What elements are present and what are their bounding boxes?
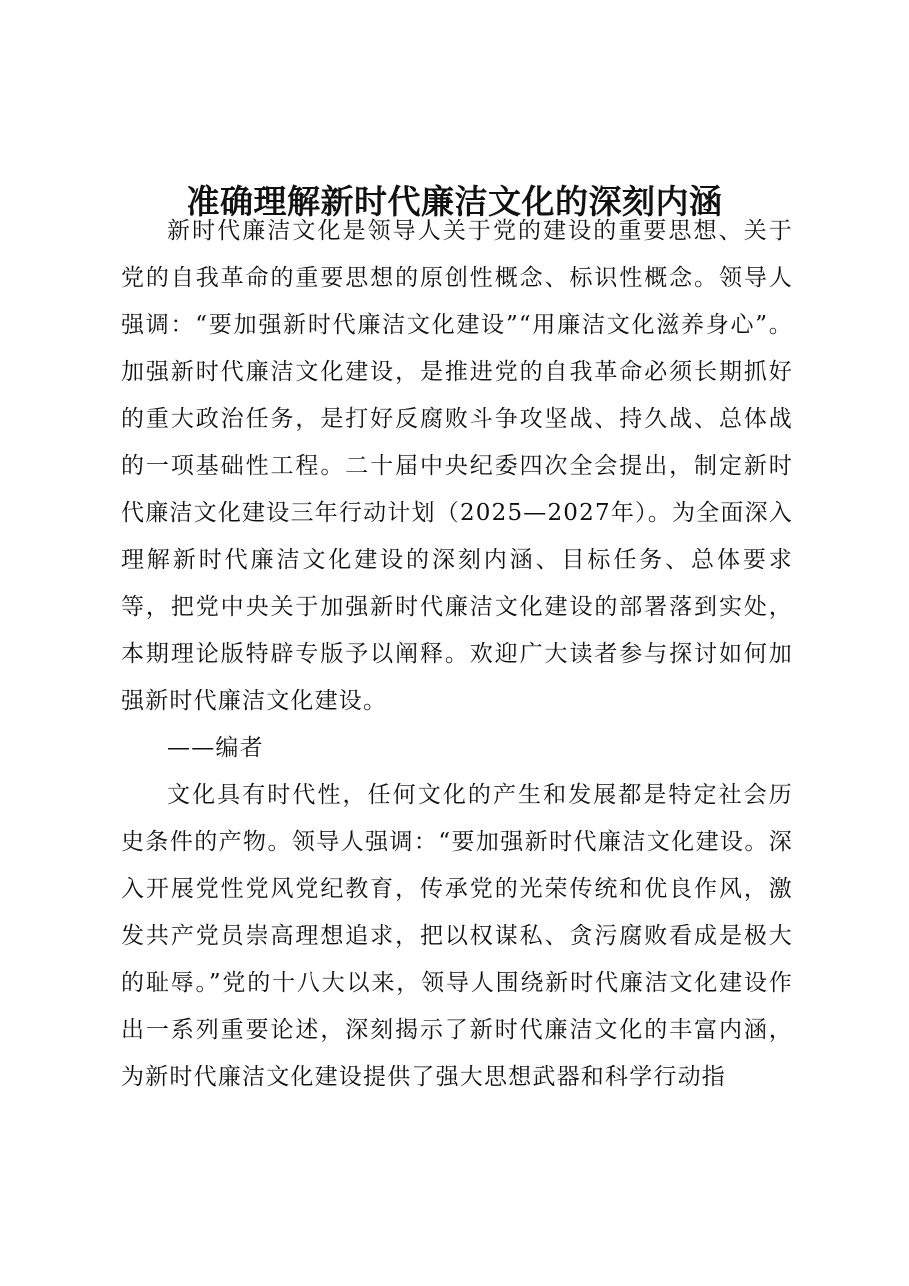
body-paragraph: 文化具有时代性，任何文化的产生和发展都是特定社会历史条件的产物。领导人强调：“要加强新时代廉洁文化建设。深入开展党性党风党纪教育，传承党的光荣传统和优良作风，激发共产党员崇高理想追求，把以权谋私、贪污腐败看成是极大的耻辱。”党的十八大以来，领导人围绕新时代廉洁文化建设作出一系列重要论述，深刻揭示了新时代廉洁文化的丰富内涵，为新时代廉洁文化建设提供了强大思想武器和科学行动指 <box>121 782 793 1090</box>
article-body <box>121 208 793 1101</box>
editor-signature: ——编者 <box>167 735 264 761</box>
intro-paragraph: 新时代廉洁文化是领导人关于党的建设的重要思想、关于党的自我革命的重要思想的原创性概念、标识性概念。领导人强调：“要加强新时代廉洁文化建设”“用廉洁文化滋养身心”。加强新时代廉洁文化建设，是推进党的自我革命必须长期抓好的重大政治任务，是打好反腐败斗争攻坚战、持久战、总体战的一项基础性工程。二十届中央纪委四次全会提出，制定新时代廉洁文化建设三年行动计划（2025—2027年）。为全面深入理解新时代廉洁文化建设的深刻内涵、目标任务、总体要求等，把党中央关于加强新时代廉洁文化建设的部署落到实处，本期理论版特辟专版予以阐释。欢迎广大读者参与探讨如何加强新时代廉洁文化建设。 <box>121 218 793 714</box>
page-title: 准确理解新时代廉洁文化的深刻内涵 <box>186 182 723 222</box>
